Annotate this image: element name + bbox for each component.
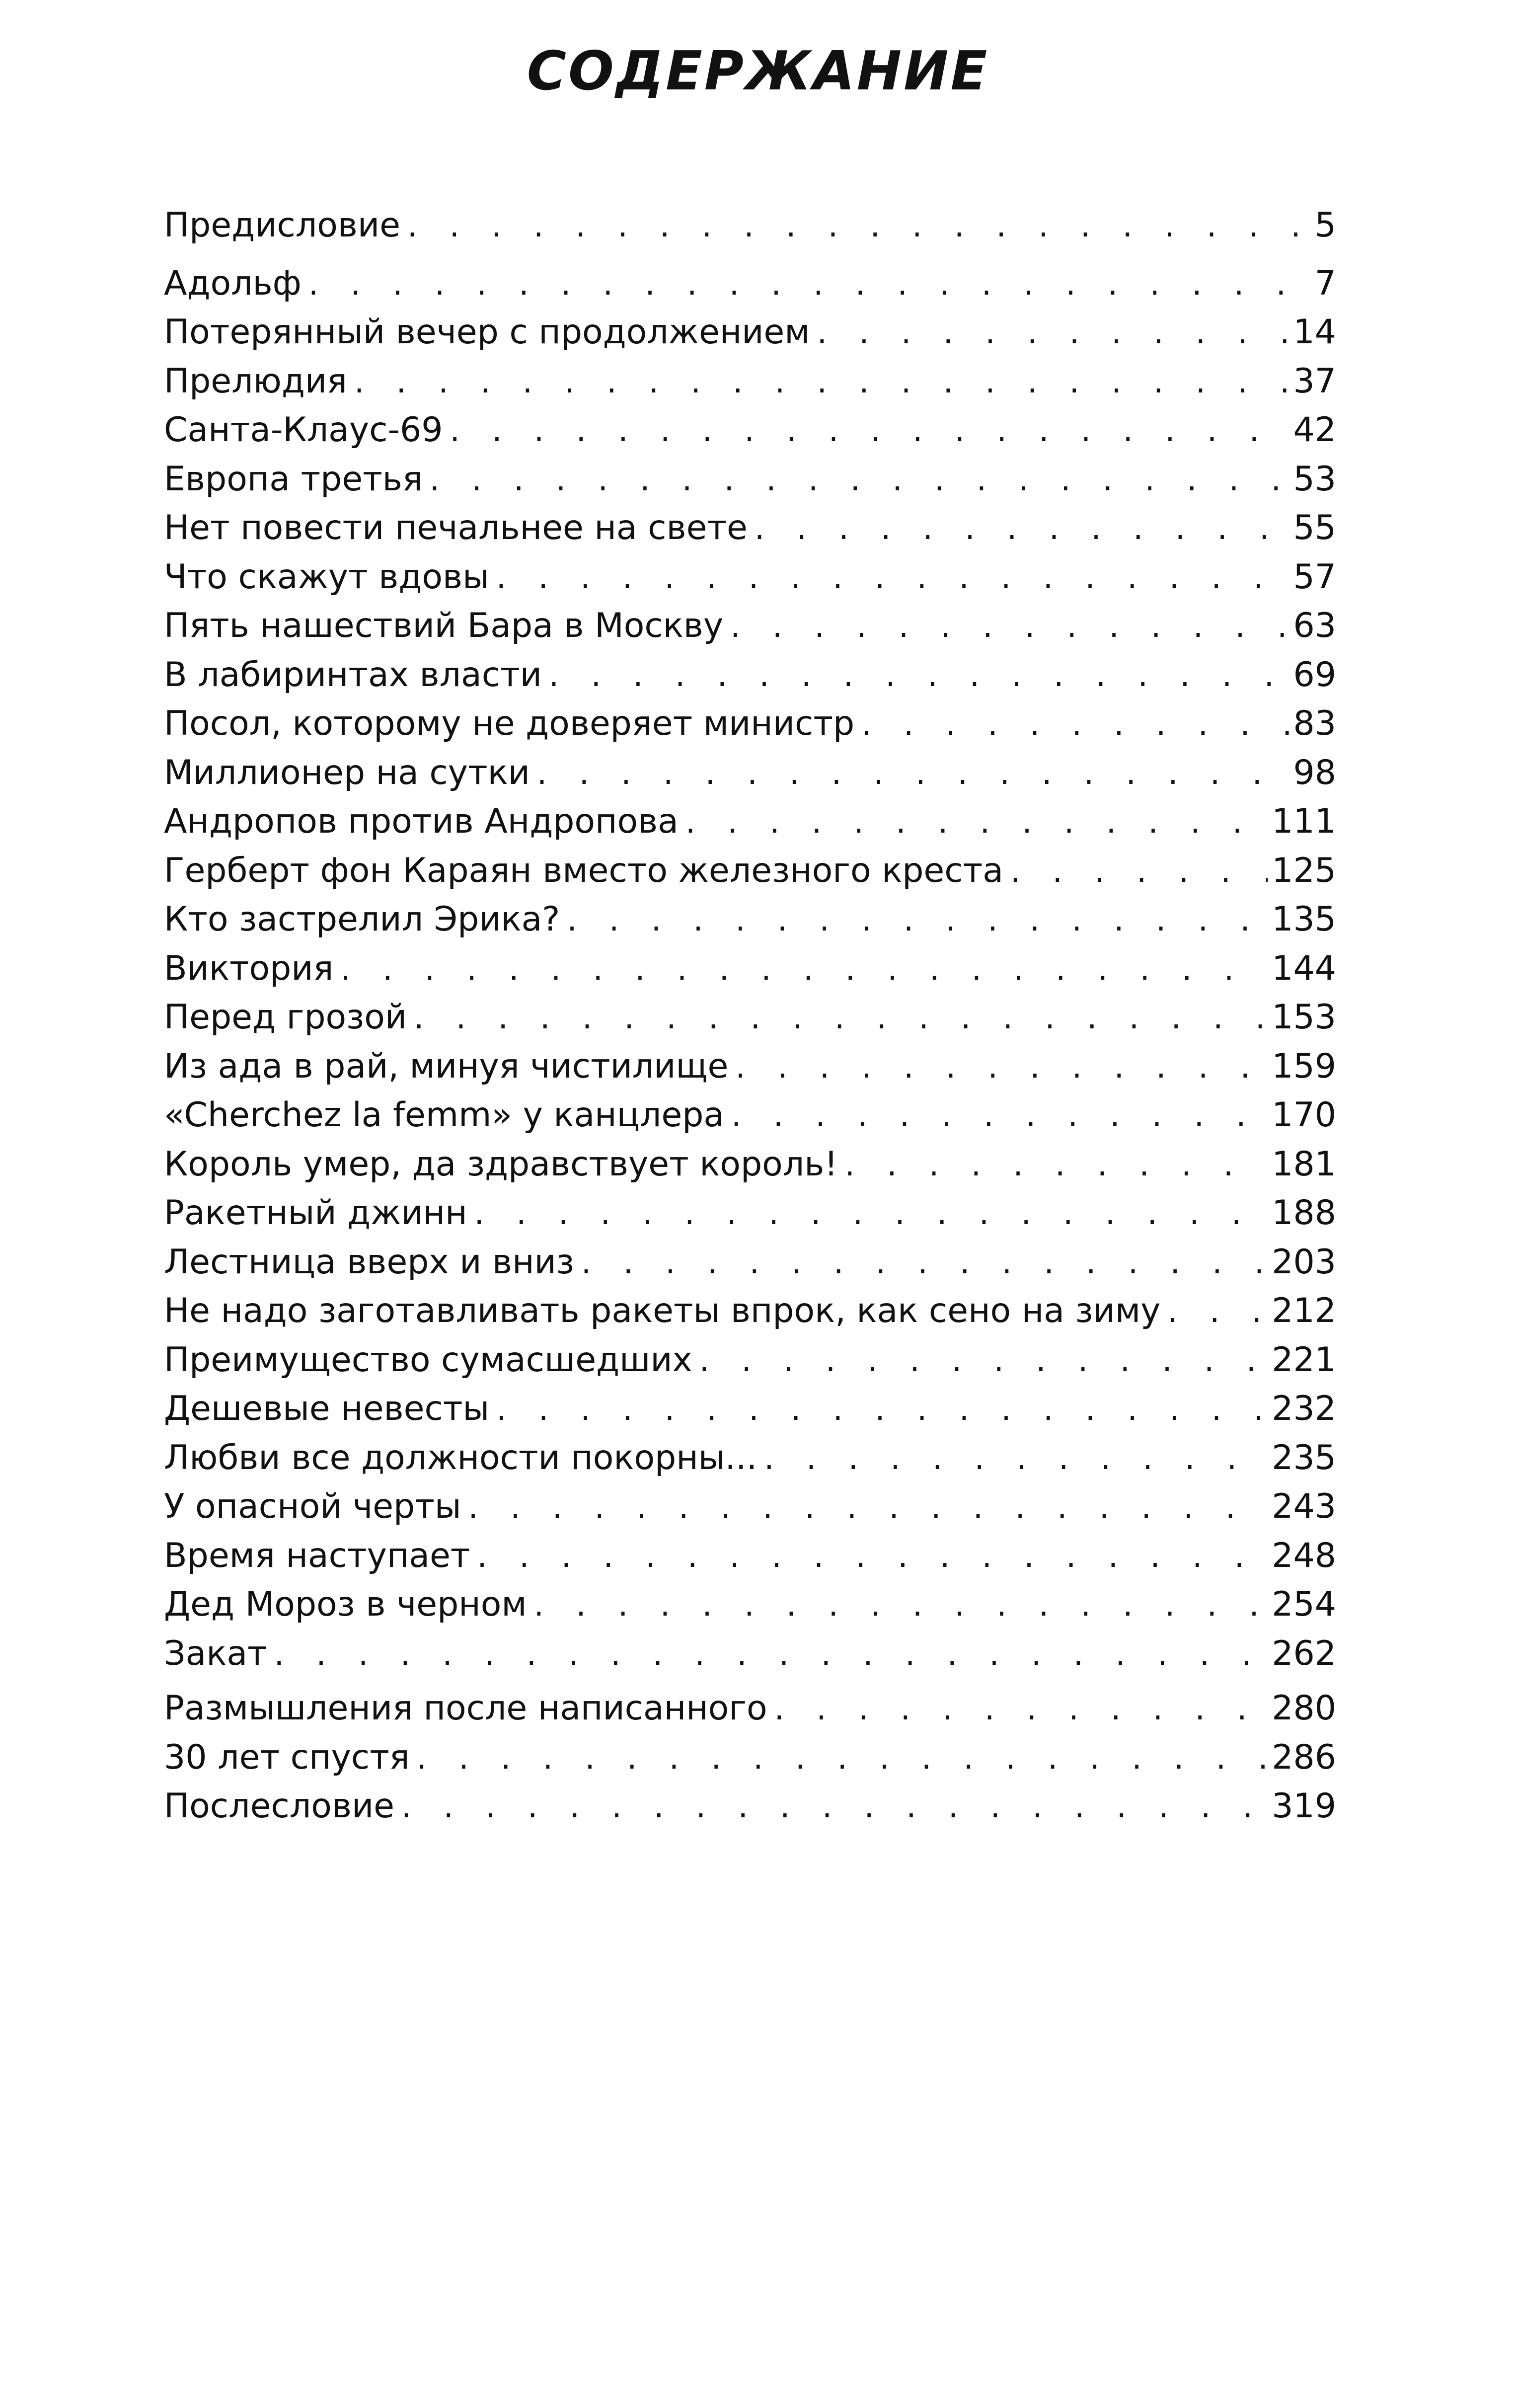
toc-entry-title: Что скажут вдовы xyxy=(164,557,489,597)
toc-entry-page: 254 xyxy=(1272,1585,1336,1624)
dot-leader xyxy=(731,1091,1268,1141)
toc-entry-title: Герберт фон Караян вместо железного креста xyxy=(164,851,1003,890)
toc-entry-page: 37 xyxy=(1293,361,1336,401)
dot-leader xyxy=(549,651,1289,700)
toc-entry-page: 232 xyxy=(1272,1389,1336,1428)
toc-entry xyxy=(164,553,1336,602)
dot-leader xyxy=(861,700,1289,749)
toc-entry-page: 181 xyxy=(1272,1144,1336,1184)
dot-leader xyxy=(401,1783,1268,1832)
toc-entry-title: В лабиринтах власти xyxy=(164,655,542,695)
toc-entry xyxy=(164,1140,1336,1189)
toc-entry-title: Король умер, да здравствует король! xyxy=(164,1144,838,1184)
toc-entry-page: 55 xyxy=(1293,508,1336,547)
toc-entry xyxy=(164,1782,1336,1831)
dot-leader xyxy=(308,260,1311,309)
toc-entry xyxy=(164,699,1336,749)
toc-entry-title: Пять нашествий Бара в Москву xyxy=(164,606,724,645)
toc-entry-title: Прелюдия xyxy=(164,361,347,401)
dot-leader xyxy=(407,202,1311,251)
toc-entry-page: 42 xyxy=(1293,410,1336,450)
page-title: СОДЕРЖАНИЕ xyxy=(527,40,989,102)
toc-entry-page: 7 xyxy=(1314,263,1336,303)
toc-entry-title: Виктория xyxy=(164,948,334,988)
toc-entry-title: У опасной черты xyxy=(164,1487,461,1526)
toc-entry xyxy=(164,1189,1336,1238)
toc-entry xyxy=(164,1532,1336,1581)
dot-leader xyxy=(764,1434,1268,1483)
toc-entry-page: 83 xyxy=(1293,704,1336,743)
toc-entry-page: 188 xyxy=(1272,1193,1336,1233)
toc-entry xyxy=(164,455,1336,504)
toc-entry-page: 135 xyxy=(1272,900,1336,939)
toc-entry-title: Любви все должности покорны... xyxy=(164,1438,758,1477)
dot-leader xyxy=(735,1043,1268,1092)
toc-entry-title: Лестница вверх и вниз xyxy=(164,1242,574,1282)
toc-entry xyxy=(164,201,1336,250)
toc-entry xyxy=(164,1336,1336,1385)
dot-leader xyxy=(477,1532,1268,1581)
toc-entry-page: 212 xyxy=(1272,1291,1336,1330)
toc-entry-page: 144 xyxy=(1272,948,1336,988)
dot-leader xyxy=(468,1483,1268,1532)
toc-entry xyxy=(164,847,1336,896)
toc-entry xyxy=(164,895,1336,944)
toc-entry-page: 170 xyxy=(1272,1095,1336,1135)
dot-leader xyxy=(474,1189,1268,1239)
toc-entry-page: 111 xyxy=(1272,802,1336,841)
toc-entry-page: 286 xyxy=(1272,1737,1336,1777)
toc-entry-page: 221 xyxy=(1272,1340,1336,1380)
dot-leader xyxy=(340,945,1268,994)
toc-entry xyxy=(164,1434,1336,1483)
toc-entry xyxy=(164,1733,1336,1783)
toc-entry xyxy=(164,749,1336,798)
toc-entry xyxy=(164,308,1336,357)
toc-entry xyxy=(164,504,1336,553)
toc-entry xyxy=(164,944,1336,994)
toc-entry-title: Дешевые невесты xyxy=(164,1389,490,1428)
toc-entry xyxy=(164,1482,1336,1532)
toc-entry-title: Нет повести печальнее на свете xyxy=(164,508,748,547)
toc-entry-title: Кто застрелил Эрика? xyxy=(164,900,560,939)
toc-entry-title: Потерянный вечер с продолжением xyxy=(164,312,810,352)
toc-entry-page: 69 xyxy=(1293,655,1336,695)
toc-entry-page: 243 xyxy=(1272,1487,1336,1526)
toc-entry-page: 63 xyxy=(1293,606,1336,645)
toc-entry xyxy=(164,797,1336,847)
dot-leader xyxy=(774,1685,1268,1734)
dot-leader xyxy=(496,553,1289,603)
toc-entry-title: Послесловие xyxy=(164,1787,394,1826)
toc-entry-title: Санта-Клаус-69 xyxy=(164,410,443,450)
toc-entry-page: 57 xyxy=(1293,557,1336,597)
toc-entry-page: 235 xyxy=(1272,1438,1336,1477)
toc-entry-page: 5 xyxy=(1314,206,1336,245)
toc-entry-title: Ракетный джинн xyxy=(164,1193,467,1233)
dot-leader xyxy=(414,994,1268,1043)
toc-entry-title: «Cherchez la femm» у канцлера xyxy=(164,1095,725,1135)
toc-entry-title: Адольф xyxy=(164,263,302,303)
toc-entry-title: Закат xyxy=(164,1633,267,1673)
toc-entry xyxy=(164,1580,1336,1630)
toc-entry-page: 53 xyxy=(1293,459,1336,499)
toc-entry xyxy=(164,1684,1336,1733)
toc-entry xyxy=(164,1287,1336,1336)
toc-entry xyxy=(164,602,1336,651)
toc-entry-title: Время наступает xyxy=(164,1536,470,1575)
dot-leader xyxy=(354,358,1289,407)
toc-entry-page: 14 xyxy=(1293,312,1336,352)
toc-entry xyxy=(164,993,1336,1042)
toc-entry-page: 262 xyxy=(1272,1633,1336,1673)
dot-leader xyxy=(430,456,1289,505)
dot-leader xyxy=(581,1239,1268,1288)
toc-entry-title: Размышления после написанного xyxy=(164,1689,767,1728)
toc-entry-title: Дед Мороз в черном xyxy=(164,1585,527,1624)
toc-entry-title: Миллионер на сутки xyxy=(164,753,530,792)
dot-leader xyxy=(1167,1287,1268,1336)
toc-entry-page: 248 xyxy=(1272,1536,1336,1575)
toc-entry xyxy=(164,1042,1336,1091)
toc-entry xyxy=(164,651,1336,700)
table-of-contents xyxy=(164,201,1336,1831)
toc-entry xyxy=(164,1630,1336,1679)
dot-leader xyxy=(730,602,1289,651)
dot-leader xyxy=(417,1734,1268,1783)
dot-leader xyxy=(450,406,1289,456)
toc-entry-page: 280 xyxy=(1272,1689,1336,1728)
dot-leader xyxy=(567,896,1268,945)
dot-leader xyxy=(1010,847,1268,896)
toc-entry-title: Из ада в рай, минуя чистилище xyxy=(164,1046,729,1086)
toc-entry-page: 125 xyxy=(1272,851,1336,890)
dot-leader xyxy=(699,1336,1268,1386)
toc-entry-title: Европа третья xyxy=(164,459,423,499)
toc-entry-title: Перед грозой xyxy=(164,998,407,1037)
toc-entry-title: Не надо заготавливать ракеты впрок, как сено на зиму xyxy=(164,1291,1161,1330)
toc-entry xyxy=(164,1091,1336,1140)
toc-entry-title: Преимущество сумасшедших xyxy=(164,1340,692,1380)
dot-leader xyxy=(817,309,1289,358)
toc-entry xyxy=(164,1238,1336,1287)
toc-entry-page: 153 xyxy=(1272,998,1336,1037)
dot-leader xyxy=(845,1141,1268,1190)
dot-leader xyxy=(534,1581,1268,1630)
toc-entry-page: 203 xyxy=(1272,1242,1336,1282)
dot-leader xyxy=(274,1630,1268,1679)
dot-leader xyxy=(755,504,1289,553)
dot-leader xyxy=(537,749,1289,798)
toc-entry xyxy=(164,406,1336,455)
toc-entry-title: Андропов против Андропова xyxy=(164,802,679,841)
toc-entry xyxy=(164,259,1336,309)
toc-entry-title: 30 лет спустя xyxy=(164,1737,410,1777)
toc-entry-page: 159 xyxy=(1272,1046,1336,1086)
toc-entry-title: Предисловие xyxy=(164,206,400,245)
toc-entry xyxy=(164,357,1336,406)
toc-entry-title: Посол, которому не доверяет министр xyxy=(164,704,855,743)
dot-leader xyxy=(496,1385,1268,1434)
toc-entry-page: 98 xyxy=(1293,753,1336,792)
dot-leader xyxy=(685,798,1268,847)
toc-entry-page: 319 xyxy=(1272,1787,1336,1826)
toc-entry xyxy=(164,1385,1336,1434)
